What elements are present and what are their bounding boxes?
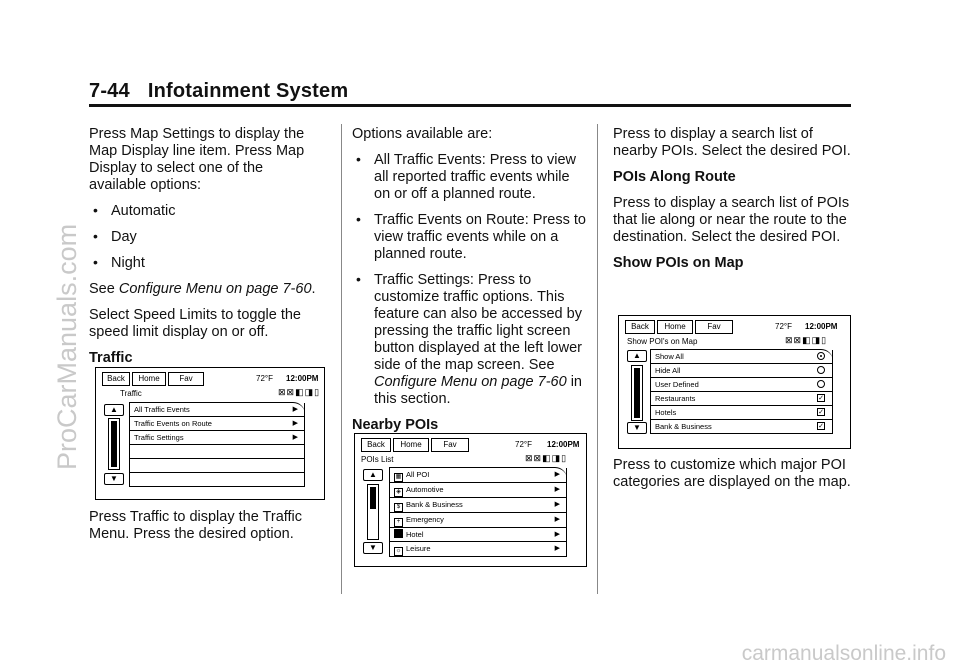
see-suffix: . — [311, 281, 316, 297]
column-3-bottom — [613, 457, 853, 500]
show-pois-screen — [618, 315, 851, 449]
paragraph: Press to display a search list of POIs that lie along or near the route to the destination. Select the desired POI. — [613, 195, 850, 245]
temperature: 72°F — [256, 374, 273, 383]
bullet-item — [352, 272, 588, 408]
scroll-down-arrow-icon[interactable]: ▼ — [104, 473, 124, 485]
poi-item[interactable] — [390, 528, 567, 542]
header-rule — [89, 104, 851, 107]
paragraph: Select Speed Limits to toggle the speed limit display on or off. — [89, 307, 301, 340]
menu-item[interactable] — [130, 403, 305, 417]
poi-item[interactable] — [390, 542, 567, 557]
poi-category-list — [389, 467, 567, 557]
car-icon: ◈ — [394, 488, 403, 497]
temperature: 72°F — [515, 440, 532, 449]
see-prefix: See — [89, 281, 119, 297]
column-2 — [352, 126, 588, 443]
subheading-nearby-pois: Nearby POIs — [352, 417, 439, 433]
show-poi-options-list — [650, 349, 833, 434]
traffic-screen — [95, 367, 325, 500]
subheading-traffic: Traffic — [89, 350, 133, 366]
menu-item[interactable] — [130, 431, 305, 445]
chevron-right-icon: ▶ — [292, 434, 298, 441]
poi-item-label: Bank & Business — [406, 500, 463, 509]
status-icons: ⊠⊠◧◨▯ — [278, 387, 321, 397]
back-button[interactable]: Back — [361, 438, 391, 452]
chevron-right-icon: ▶ — [554, 501, 560, 508]
option-label: Hide All — [655, 366, 681, 375]
home-button[interactable]: Home — [393, 438, 429, 452]
poi-item-label: Leisure — [406, 544, 431, 553]
subheading-show-pois-on-map: Show POIs on Map — [613, 255, 744, 271]
radio-selected-icon[interactable] — [817, 352, 825, 360]
paragraph: Options available are: — [352, 126, 493, 142]
home-button[interactable]: Home — [132, 372, 166, 386]
chevron-right-icon: ▶ — [554, 486, 560, 493]
scroll-thumb[interactable] — [370, 487, 376, 509]
chevron-right-icon: ▶ — [292, 420, 298, 427]
screen-title: Show POI's on Map — [627, 337, 698, 346]
page-number: 7-44 — [89, 80, 130, 102]
scrollbar[interactable] — [108, 418, 120, 470]
see-reference — [89, 281, 319, 298]
chevron-right-icon: ▶ — [554, 516, 560, 523]
option-label: Show All — [655, 352, 684, 361]
back-button[interactable]: Back — [625, 320, 655, 334]
poi-item[interactable] — [390, 483, 567, 498]
radio-icon[interactable] — [817, 366, 825, 374]
home-button[interactable]: Home — [657, 320, 693, 334]
option-hide-all[interactable] — [651, 364, 833, 378]
bullet-item: • All Traffic Events: Press to view all reported traffic events while on or off a planned route. — [352, 152, 588, 203]
scroll-thumb[interactable] — [634, 368, 640, 418]
checkbox-checked-icon[interactable]: ✓ — [818, 409, 824, 416]
option-bank-business[interactable] — [651, 420, 833, 434]
fav-button[interactable]: Fav — [695, 320, 733, 334]
side-watermark: ProCarManuals.com — [52, 223, 82, 470]
option-restaurants[interactable] — [651, 392, 833, 406]
poi-list-screen — [354, 433, 587, 567]
bullet-item: • Traffic Events on Route: Press to view traffic events while on a planned route. — [352, 212, 588, 263]
section-title: Infotainment System — [147, 80, 349, 102]
bullet-suffix: in this section. — [374, 374, 582, 407]
poi-icon: ▦ — [395, 474, 402, 480]
clock: 12:00PM — [286, 374, 319, 383]
cross-reference-link[interactable]: Configure Menu on page 7-60 — [374, 374, 567, 390]
emergency-icon: + — [394, 518, 403, 527]
checkbox-checked-icon[interactable]: ✓ — [818, 423, 824, 430]
bank-icon: $ — [394, 503, 403, 512]
column-1 — [89, 126, 319, 376]
column-1-bottom — [89, 509, 319, 552]
option-hotels[interactable] — [651, 406, 833, 420]
poi-item-label: All POI — [406, 470, 430, 479]
temperature: 72°F — [775, 322, 792, 331]
fav-button[interactable]: Fav — [431, 438, 469, 452]
menu-item[interactable] — [130, 417, 305, 431]
bullet-text: Traffic Settings: Press to customize traffic options. This feature can also be accessed by pressing the traffic light screen button displayed at the left lower side of the map screen. See — [374, 272, 582, 373]
clock: 12:00PM — [547, 440, 580, 449]
hotel-icon — [394, 529, 403, 538]
status-icons: ⊠⊠◧◨▯ — [525, 453, 568, 463]
option-label: Restaurants — [655, 394, 696, 403]
option-label: Bank & Business — [655, 422, 712, 431]
poi-item[interactable] — [390, 513, 567, 528]
menu-item-empty — [130, 459, 305, 473]
column-divider-2 — [597, 124, 598, 594]
bullet-item: • Automatic — [89, 203, 319, 220]
scrollbar[interactable] — [631, 365, 643, 421]
paragraph: Press Map Settings to display the Map Display line item. Press Map Display to select one of the available options: — [89, 126, 305, 193]
poi-item-label: Automotive — [406, 485, 444, 494]
option-user-defined[interactable] — [651, 378, 833, 392]
scrollbar[interactable] — [367, 484, 379, 540]
chevron-right-icon: ▶ — [554, 545, 560, 552]
traffic-menu-list — [129, 402, 305, 487]
status-icons: ⊠⊠◧◨▯ — [785, 335, 828, 345]
fav-button[interactable]: Fav — [168, 372, 204, 386]
paragraph: Press Traffic to display the Traffic Menu. Press the desired option. — [89, 509, 303, 542]
leisure-icon: ☼ — [395, 548, 402, 554]
radio-icon[interactable] — [817, 380, 825, 388]
bullet-item: • Day — [89, 229, 319, 246]
chevron-right-icon: ▶ — [554, 471, 560, 478]
menu-item-empty — [130, 473, 305, 487]
option-show-all[interactable] — [651, 350, 833, 364]
paragraph: Press to display a search list of nearby POIs. Select the desired POI. — [613, 126, 851, 159]
poi-item[interactable] — [390, 498, 567, 513]
checkbox-checked-icon[interactable]: ✓ — [818, 395, 824, 402]
scroll-down-arrow-icon[interactable]: ▼ — [363, 542, 383, 554]
footer-watermark: carmanualsonline.info — [741, 642, 946, 665]
screen-title: POIs List — [361, 455, 394, 464]
poi-item-label: Hotel — [406, 530, 424, 539]
column-3 — [613, 126, 853, 281]
column-divider-1 — [341, 124, 342, 594]
menu-item-label: Traffic Settings — [134, 433, 184, 442]
screen-title: Traffic — [120, 389, 142, 398]
menu-item-label: Traffic Events on Route — [134, 419, 212, 428]
paragraph: Press to customize which major POI categories are displayed on the map. — [613, 457, 851, 490]
scroll-thumb[interactable] — [111, 421, 117, 467]
menu-item-label: All Traffic Events — [134, 405, 190, 414]
scroll-up-arrow-icon[interactable]: ▲ — [363, 469, 383, 481]
subheading-pois-along-route: POIs Along Route — [613, 169, 736, 185]
bullet-item: • Night — [89, 255, 319, 272]
poi-item[interactable] — [390, 468, 567, 483]
clock: 12:00PM — [805, 322, 838, 331]
chevron-right-icon: ▶ — [292, 406, 298, 413]
back-button[interactable]: Back — [102, 372, 130, 386]
scroll-down-arrow-icon[interactable]: ▼ — [627, 422, 647, 434]
scroll-up-arrow-icon[interactable]: ▲ — [104, 404, 124, 416]
cross-reference-link[interactable]: Configure Menu on page 7-60 — [118, 281, 312, 297]
scroll-up-arrow-icon[interactable]: ▲ — [627, 350, 647, 362]
option-label: User Defined — [655, 380, 699, 389]
poi-item-label: Emergency — [406, 515, 444, 524]
option-label: Hotels — [655, 408, 677, 417]
chevron-right-icon: ▶ — [554, 531, 560, 538]
page-header — [89, 80, 348, 103]
menu-item-empty — [130, 445, 305, 459]
